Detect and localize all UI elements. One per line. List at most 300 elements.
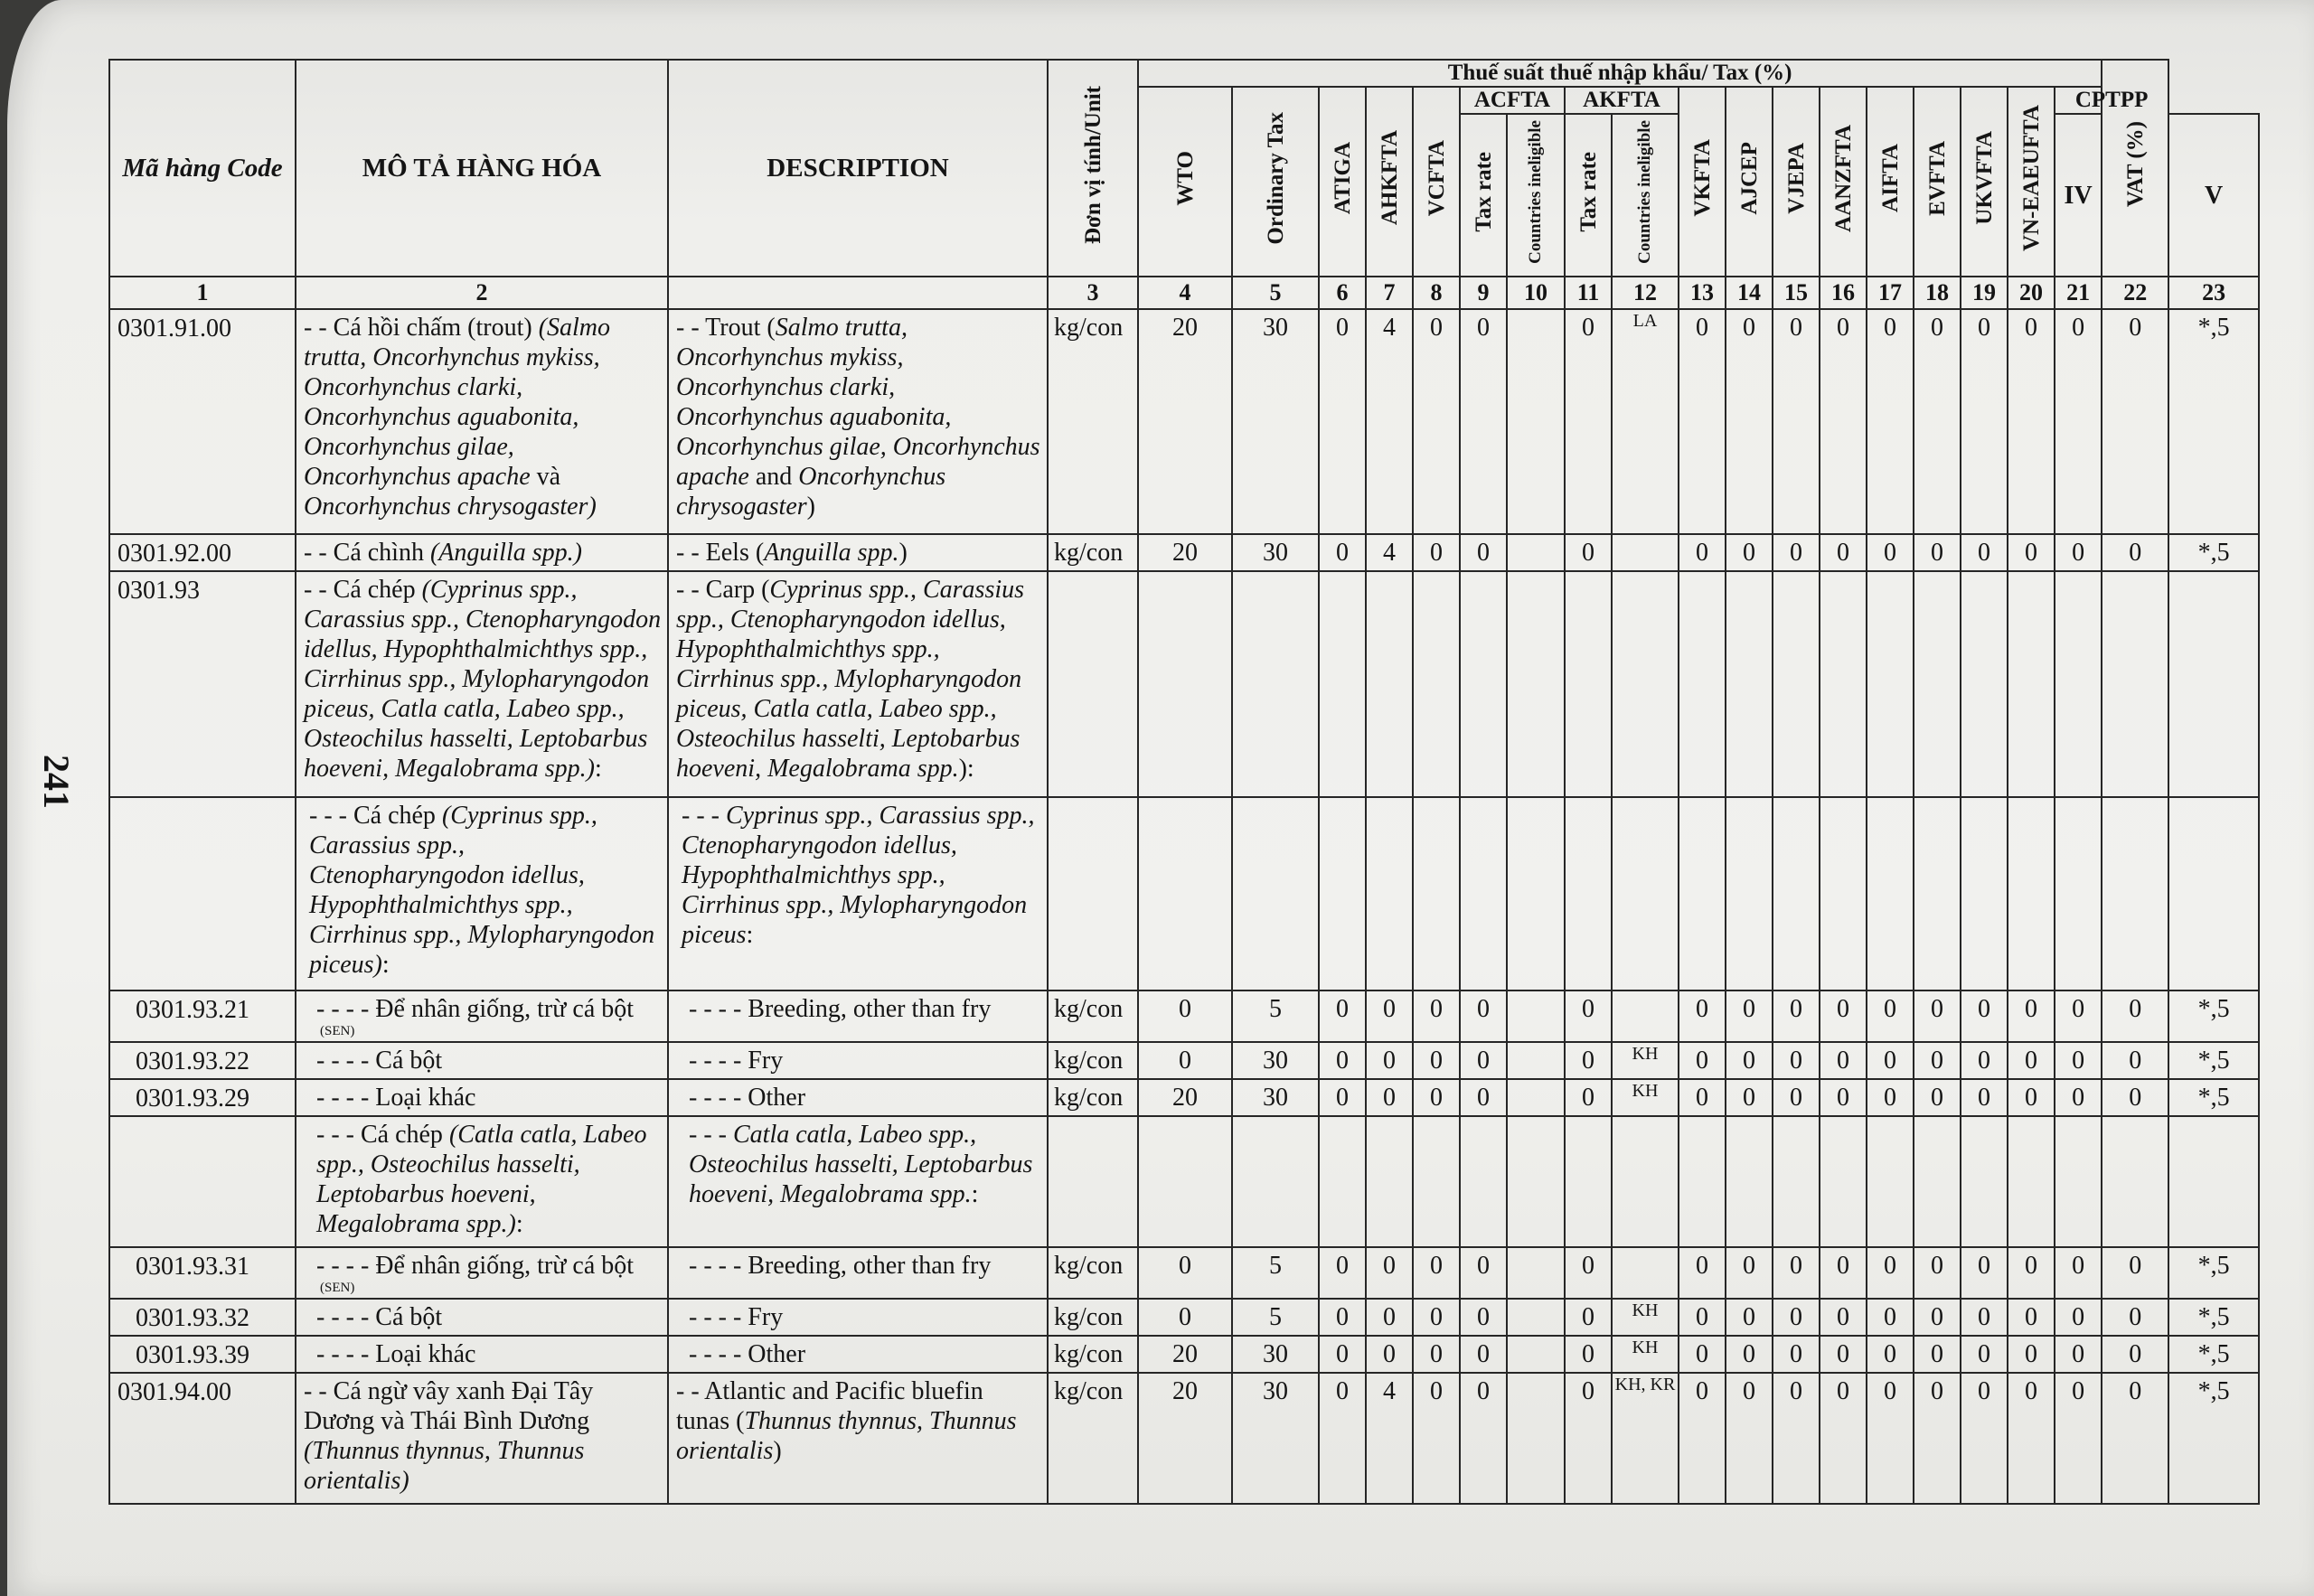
rate-cell: 0	[1867, 1042, 1914, 1079]
rate-cell: 0	[1366, 990, 1413, 1042]
en-description	[668, 1116, 1048, 1247]
rate-cell: 0	[2008, 1079, 2055, 1116]
header-akfta-tax-rate: Tax rate	[1565, 114, 1612, 277]
column-number: 15	[1773, 277, 1820, 309]
rate-cell: 30	[1232, 1336, 1319, 1373]
rate-cell: 4	[1366, 534, 1413, 571]
rate-cell	[1867, 571, 1914, 796]
rate-cell	[1507, 1116, 1565, 1247]
rate-cell: 0	[1773, 1336, 1820, 1373]
description-text: - - - - Loại khác	[316, 1084, 476, 1113]
rate-cell: 0	[1914, 1299, 1961, 1336]
vn-description	[296, 990, 668, 1042]
description-text: - - - Cá chép	[309, 801, 442, 830]
rate-cell: 0	[1460, 309, 1507, 534]
rate-cell: 0	[1914, 534, 1961, 571]
rate-cell: 0	[2102, 309, 2168, 534]
tariff-row	[109, 1336, 2259, 1373]
rate-cell	[1232, 797, 1319, 990]
tariff-row	[109, 1042, 2259, 1079]
rate-cell: 0	[1138, 990, 1232, 1042]
rate-cell: 0	[1679, 1042, 1726, 1079]
rate-cell: 0	[1319, 1247, 1366, 1299]
rate-cell: KH	[1612, 1079, 1679, 1116]
rate-cell: 0	[1867, 309, 1914, 534]
rate-cell: 0	[2008, 1042, 2055, 1079]
rate-cell: 0	[1820, 1042, 1867, 1079]
rate-cell: 0	[1726, 534, 1773, 571]
tariff-row	[109, 1079, 2259, 1116]
tariff-row	[109, 1116, 2259, 1247]
rate-cell	[1914, 571, 1961, 796]
rate-cell: 0	[2055, 1247, 2102, 1299]
rate-cell	[1773, 571, 1820, 796]
rate-cell: 0	[1679, 1373, 1726, 1504]
unit-cell: kg/con	[1048, 1247, 1138, 1299]
header-vn-description: MÔ TẢ HÀNG HÓA	[296, 60, 668, 277]
en-description	[668, 571, 1048, 796]
rate-cell	[1507, 1042, 1565, 1079]
rate-cell	[1679, 797, 1726, 990]
rate-cell	[1232, 1116, 1319, 1247]
rate-cell	[1867, 797, 1914, 990]
description-text: - - - Cá chép	[316, 1121, 449, 1150]
description-suffix: ):	[958, 755, 974, 784]
header-acfta: ACFTA	[1460, 87, 1565, 114]
header-code: Mã hàng Code	[109, 60, 296, 277]
rate-cell: LA	[1612, 309, 1679, 534]
rate-cell: 0	[1319, 1373, 1366, 1504]
rate-cell: 0	[1565, 990, 1612, 1042]
rate-cell: 0	[1366, 1299, 1413, 1336]
rate-cell: 0	[1366, 1042, 1413, 1079]
en-description	[668, 990, 1048, 1042]
header-unit: Đơn vị tính/Unit	[1048, 60, 1138, 277]
rate-cell: 0	[2055, 1079, 2102, 1116]
column-number: 23	[2168, 277, 2259, 309]
rate-cell	[2055, 571, 2102, 796]
column-number: 18	[1914, 277, 1961, 309]
rate-cell: 0	[2008, 309, 2055, 534]
header-cptpp-iv: IV	[2055, 114, 2102, 277]
rate-cell: 0	[1319, 1042, 1366, 1079]
unit-cell: kg/con	[1048, 1373, 1138, 1504]
unit-cell	[1048, 571, 1138, 796]
rate-cell: 0	[1319, 1299, 1366, 1336]
header-en-description: DESCRIPTION	[668, 60, 1048, 277]
rate-cell: 20	[1138, 1079, 1232, 1116]
rate-cell	[1507, 1336, 1565, 1373]
en-description	[668, 1079, 1048, 1116]
rate-cell: 0	[1726, 309, 1773, 534]
rate-cell	[1507, 1079, 1565, 1116]
description-suffix: :	[746, 920, 754, 949]
vn-description	[296, 1079, 668, 1116]
description-suffix: :	[515, 1210, 523, 1239]
rate-cell: 0	[1460, 1079, 1507, 1116]
rate-cell: 0	[1460, 1299, 1507, 1336]
rate-cell: 0	[2055, 1299, 2102, 1336]
rate-cell: 0	[1867, 1247, 1914, 1299]
rate-cell: 0	[1820, 1336, 1867, 1373]
rate-cell: 0	[1867, 1299, 1914, 1336]
rate-cell: 0	[2102, 990, 2168, 1042]
rate-cell: 20	[1138, 309, 1232, 534]
rate-cell	[1820, 571, 1867, 796]
rate-cell	[2168, 1116, 2259, 1247]
tariff-row	[109, 571, 2259, 796]
rate-cell	[1507, 990, 1565, 1042]
rate-cell: 0	[2008, 534, 2055, 571]
conjunction: and	[748, 463, 799, 491]
rate-cell	[1460, 797, 1507, 990]
rate-cell: 0	[1413, 309, 1460, 534]
vn-description	[296, 1336, 668, 1373]
header-acfta-tax-rate: Tax rate	[1460, 114, 1507, 277]
rate-cell	[1460, 1116, 1507, 1247]
column-number: 11	[1565, 277, 1612, 309]
en-description	[668, 534, 1048, 571]
vn-description	[296, 1373, 668, 1504]
rate-cell: *,5	[2168, 534, 2259, 571]
rate-cell: 0	[1460, 990, 1507, 1042]
description-text: - - - - Để nhân giống, trừ cá bột	[316, 994, 635, 1023]
column-number: 3	[1048, 277, 1138, 309]
rate-cell	[1507, 571, 1565, 796]
column-number: 21	[2055, 277, 2102, 309]
rate-cell: 0	[1413, 1299, 1460, 1336]
rate-cell: 0	[1679, 1336, 1726, 1373]
rate-cell: KH	[1612, 1299, 1679, 1336]
column-number: 14	[1726, 277, 1773, 309]
en-description	[668, 1299, 1048, 1336]
rate-cell: 0	[1413, 1336, 1460, 1373]
rate-cell: *,5	[2168, 1299, 2259, 1336]
rate-cell: 30	[1232, 1079, 1319, 1116]
unit-cell: kg/con	[1048, 1079, 1138, 1116]
description-text: - - - - Để nhân giống, trừ cá bột	[316, 1251, 635, 1280]
description-text: - - -	[682, 801, 726, 830]
hs-code: 0301.94.00	[109, 1373, 296, 1504]
rate-cell: *,5	[2168, 1336, 2259, 1373]
hs-code	[109, 797, 296, 990]
header-ahkfta: AHKFTA	[1366, 87, 1413, 277]
description-suffix: )	[898, 539, 908, 568]
rate-cell: 0	[1319, 990, 1366, 1042]
description-text: - - Cá hồi chấm (trout)	[304, 314, 539, 342]
rate-cell: 0	[1773, 1247, 1820, 1299]
rate-cell: 5	[1232, 990, 1319, 1042]
rate-cell: 0	[1961, 309, 2008, 534]
description-text: - - - - Breeding, other than fry	[689, 994, 992, 1023]
rate-cell	[1565, 571, 1612, 796]
species-names: Anguilla spp.	[764, 539, 899, 568]
tariff-row	[109, 309, 2259, 534]
rate-cell: 20	[1138, 534, 1232, 571]
hs-code: 0301.93.32	[109, 1299, 296, 1336]
rate-cell: 0	[1138, 1042, 1232, 1079]
rate-cell: 0	[1773, 1373, 1820, 1504]
rate-cell	[2102, 797, 2168, 990]
rate-cell	[1914, 1116, 1961, 1247]
column-number: 22	[2102, 277, 2168, 309]
rate-cell: 0	[1460, 1247, 1507, 1299]
column-number: 17	[1867, 277, 1914, 309]
header-vjepa: VJEPA	[1773, 87, 1820, 277]
rate-cell	[1612, 797, 1679, 990]
description-text: - - Trout (	[676, 314, 776, 342]
rate-cell: 0	[1679, 990, 1726, 1042]
rate-cell: 4	[1366, 1373, 1413, 1504]
tariff-row	[109, 534, 2259, 571]
rate-cell	[1507, 1247, 1565, 1299]
rate-cell: 0	[2055, 309, 2102, 534]
document-page	[7, 0, 2314, 1596]
rate-cell: 0	[1961, 990, 2008, 1042]
rate-cell: 30	[1232, 309, 1319, 534]
rate-cell: 0	[2102, 1336, 2168, 1373]
rate-cell: 0	[1413, 990, 1460, 1042]
rate-cell: 0	[2055, 1336, 2102, 1373]
header-ordinary-tax: Ordinary Tax	[1232, 87, 1319, 277]
rate-cell	[1507, 797, 1565, 990]
header-wto: WTO	[1138, 87, 1232, 277]
rate-cell: 0	[1565, 1373, 1612, 1504]
en-description	[668, 1336, 1048, 1373]
description-text: - - - - Loại khác	[316, 1340, 476, 1369]
rate-cell	[2008, 1116, 2055, 1247]
header-akfta-countries: Countries ineligible	[1612, 114, 1679, 277]
rate-cell: *,5	[2168, 990, 2259, 1042]
rate-cell: 0	[1867, 1079, 1914, 1116]
rate-cell	[1366, 797, 1413, 990]
description-text: - - Cá chép	[304, 576, 422, 605]
rate-cell: 0	[1820, 1373, 1867, 1504]
rate-cell	[1507, 1299, 1565, 1336]
vn-description	[296, 534, 668, 571]
description-suffix: :	[594, 755, 602, 784]
rate-cell: KH	[1612, 1336, 1679, 1373]
rate-cell	[1507, 534, 1565, 571]
rate-cell	[1565, 1116, 1612, 1247]
hs-code: 0301.92.00	[109, 534, 296, 571]
rate-cell: 0	[1914, 1336, 1961, 1373]
rate-cell: 0	[1961, 1299, 2008, 1336]
rate-cell: 0	[1961, 1373, 2008, 1504]
description-text: - - - - Other	[689, 1340, 806, 1369]
hs-code: 0301.93.31	[109, 1247, 296, 1299]
unit-cell: kg/con	[1048, 1299, 1138, 1336]
rate-cell	[2055, 797, 2102, 990]
rate-cell	[1460, 571, 1507, 796]
rate-cell: 30	[1232, 1042, 1319, 1079]
rate-cell	[1961, 797, 2008, 990]
rate-cell: 30	[1232, 534, 1319, 571]
rate-cell: 0	[1366, 1336, 1413, 1373]
rate-cell: 0	[2102, 1079, 2168, 1116]
rate-cell	[1726, 1116, 1773, 1247]
header-aifta: AIFTA	[1867, 87, 1914, 277]
header-cptpp-v: V	[2168, 114, 2259, 277]
rate-cell: 0	[1366, 1079, 1413, 1116]
rate-cell	[1413, 1116, 1460, 1247]
rate-cell	[1413, 797, 1460, 990]
rate-cell: *,5	[2168, 1042, 2259, 1079]
rate-cell: 0	[2102, 534, 2168, 571]
rate-cell: 0	[1773, 990, 1820, 1042]
rate-cell: 0	[1773, 534, 1820, 571]
rate-cell: 0	[1820, 990, 1867, 1042]
rate-cell: 0	[1565, 1042, 1612, 1079]
rate-cell: 5	[1232, 1247, 1319, 1299]
unit-cell: kg/con	[1048, 990, 1138, 1042]
description-text: - - Eels (	[676, 539, 765, 568]
rate-cell: 0	[1460, 1373, 1507, 1504]
rate-cell	[1820, 797, 1867, 990]
en-description	[668, 309, 1048, 534]
rate-cell: 0	[1460, 1042, 1507, 1079]
rate-cell: 0	[1726, 1299, 1773, 1336]
rate-cell	[1319, 1116, 1366, 1247]
rate-cell	[1726, 797, 1773, 990]
rate-cell	[1773, 797, 1820, 990]
header-tax-group: Thuế suất thuế nhập khẩu/ Tax (%)	[1138, 60, 2102, 87]
vn-description	[296, 797, 668, 990]
en-description	[668, 1042, 1048, 1079]
rate-cell: 30	[1232, 1373, 1319, 1504]
species-names: Thunnus thynnus, Thunnus orientalis	[676, 1407, 1017, 1466]
header-acfta-countries: Countries ineligible	[1507, 114, 1565, 277]
column-number: 7	[1366, 277, 1413, 309]
column-number: 10	[1507, 277, 1565, 309]
rate-cell	[1507, 309, 1565, 534]
rate-cell: 0	[2102, 1299, 2168, 1336]
description-suffix: )	[773, 1437, 782, 1466]
rate-cell: 0	[1867, 990, 1914, 1042]
description-text: - - -	[689, 1121, 733, 1150]
hs-code: 0301.93	[109, 571, 296, 796]
rate-cell	[1366, 1116, 1413, 1247]
rate-cell: 0	[1319, 534, 1366, 571]
rate-cell: 0	[1867, 534, 1914, 571]
description-text: - - - - Fry	[689, 1302, 784, 1331]
rate-cell: 0	[1914, 990, 1961, 1042]
header-aanzfta: AANZFTA	[1820, 87, 1867, 277]
rate-cell	[1612, 990, 1679, 1042]
header-akfta: AKFTA	[1565, 87, 1679, 114]
rate-cell: 0	[2055, 990, 2102, 1042]
rate-cell: 0	[1138, 1299, 1232, 1336]
rate-cell: 0	[2008, 1247, 2055, 1299]
vn-description	[296, 1299, 668, 1336]
rate-cell	[1679, 1116, 1726, 1247]
description-text: - - - - Fry	[689, 1046, 784, 1075]
column-number-row	[109, 277, 2259, 309]
rate-cell: 0	[1413, 1042, 1460, 1079]
column-number: 6	[1319, 277, 1366, 309]
unit-cell: kg/con	[1048, 309, 1138, 534]
rate-cell: *,5	[2168, 1247, 2259, 1299]
description-text: - - - - Breeding, other than fry	[689, 1251, 992, 1280]
description-text: - - - - Cá bột	[316, 1302, 443, 1331]
species-names: (Thunnus thynnus, Thunnus orientalis)	[304, 1437, 585, 1496]
species-names: Cyprinus spp., Carassius spp., Ctenopharyngodon idellus, Hypophthalmichthys spp., Cirrhinus spp., Mylopharyngodon piceus, Catla catla, Labeo spp., Osteochilus hasselti, Leptobarbus hoeveni, Megalobrama spp.	[676, 576, 1025, 784]
rate-cell	[1773, 1116, 1820, 1247]
rate-cell: 0	[1565, 1336, 1612, 1373]
species-names: (Salmo trutta, Oncorhynchus mykiss, Oncorhynchus clarki, Oncorhynchus aguabonita, Oncorhynchus gilae, Oncorhynchus apache	[304, 314, 611, 491]
rate-cell	[1507, 1373, 1565, 1504]
column-number: 2	[296, 277, 668, 309]
rate-cell: 0	[1460, 534, 1507, 571]
en-description	[668, 797, 1048, 990]
vn-description	[296, 309, 668, 534]
header-ukvfta: UKVFTA	[1961, 87, 2008, 277]
description-text: - - Cá ngừ vây xanh Đại Tây Dương và Thái Bình Dương	[304, 1377, 594, 1436]
rate-cell	[1612, 571, 1679, 796]
unit-cell: kg/con	[1048, 534, 1138, 571]
column-number: 4	[1138, 277, 1232, 309]
rate-cell: 0	[1961, 1042, 2008, 1079]
rate-cell: 0	[1820, 309, 1867, 534]
hs-code: 0301.93.29	[109, 1079, 296, 1116]
header-vkfta: VKFTA	[1679, 87, 1726, 277]
page-number: 241	[36, 755, 78, 809]
rate-cell	[1565, 797, 1612, 990]
rate-cell	[1319, 571, 1366, 796]
rate-cell: KH, KR	[1612, 1373, 1679, 1504]
vn-description	[296, 1042, 668, 1079]
rate-cell	[2102, 571, 2168, 796]
species-names: (Catla catla, Labeo spp., Osteochilus hasselti, Leptobarbus hoeveni, Megalobrama spp.)	[316, 1121, 647, 1239]
species-names: Cyprinus spp., Carassius spp., Ctenopharyngodon idellus, Hypophthalmichthys spp., Cirrhinus spp., Mylopharyngodon piceus	[682, 801, 1035, 949]
hs-code: 0301.93.39	[109, 1336, 296, 1373]
rate-cell: 0	[1565, 1079, 1612, 1116]
header-vat: VAT (%)	[2102, 60, 2168, 277]
rate-cell: 0	[1565, 309, 1612, 534]
rate-cell	[1138, 1116, 1232, 1247]
sen-note: (SEN)	[320, 1280, 355, 1295]
rate-cell: 0	[1460, 1336, 1507, 1373]
unit-cell: kg/con	[1048, 1336, 1138, 1373]
rate-cell: 0	[1726, 1079, 1773, 1116]
rate-cell	[1366, 571, 1413, 796]
rate-cell: 0	[1961, 1247, 2008, 1299]
header-ajcep: AJCEP	[1726, 87, 1773, 277]
rate-cell: 0	[1413, 1373, 1460, 1504]
tariff-row	[109, 1373, 2259, 1504]
description-text: - - Carp (	[676, 576, 770, 605]
rate-cell: 0	[1773, 1079, 1820, 1116]
description-suffix: :	[381, 950, 390, 979]
rate-cell: 0	[2008, 1373, 2055, 1504]
rate-cell: 0	[1961, 1336, 2008, 1373]
column-number: 12	[1612, 277, 1679, 309]
rate-cell: 0	[1914, 1079, 1961, 1116]
species-names: (Cyprinus spp., Carassius spp., Ctenopharyngodon idellus, Hypophthalmichthys spp., Cirrhinus spp., Mylopharyngodon piceus, Catla catla, Labeo spp., Osteochilus hasselti, Leptobarbus hoeveni, Megalobrama spp.)	[304, 576, 662, 784]
rate-cell	[2168, 571, 2259, 796]
en-description	[668, 1247, 1048, 1299]
rate-cell: 0	[1679, 534, 1726, 571]
tariff-body	[109, 309, 2259, 1504]
rate-cell: *,5	[2168, 1373, 2259, 1504]
rate-cell	[1319, 797, 1366, 990]
tariff-row	[109, 990, 2259, 1042]
rate-cell: 0	[1366, 1247, 1413, 1299]
rate-cell: 0	[2008, 1299, 2055, 1336]
species-names: (Cyprinus spp., Carassius spp., Ctenopharyngodon idellus, Hypophthalmichthys spp., Cirrhinus spp., Mylopharyngodon piceus)	[309, 801, 655, 979]
species-names: Oncorhynchus chrysogaster)	[304, 493, 597, 521]
rate-cell: 0	[1773, 309, 1820, 534]
